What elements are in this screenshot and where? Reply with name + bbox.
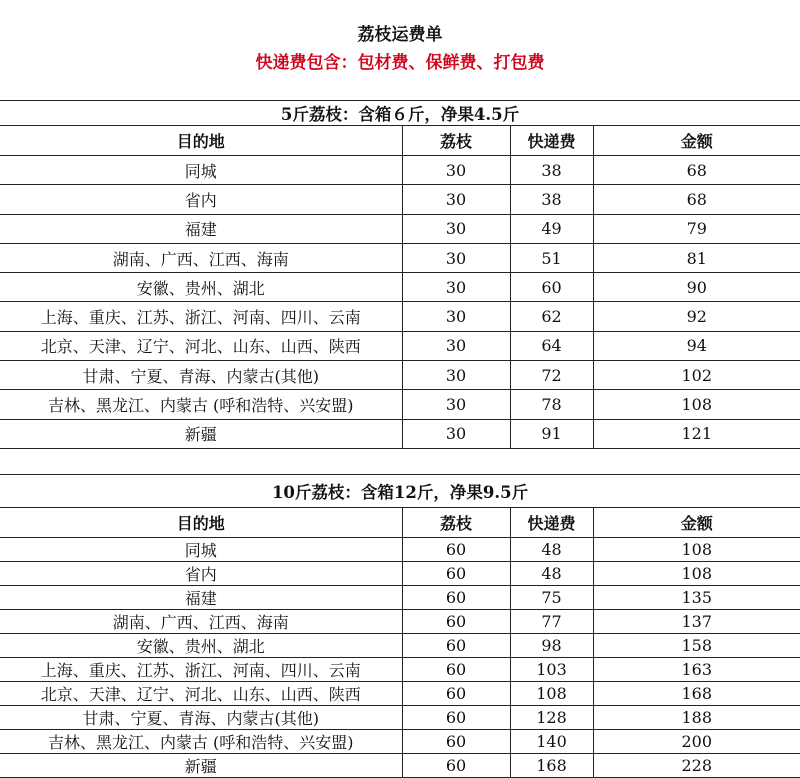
total-cell: 90	[593, 273, 800, 302]
shipping-fee-cell: 128	[510, 706, 593, 730]
table-row	[0, 390, 800, 419]
shipping-fee-cell: 48	[510, 562, 593, 586]
destination-cell: 安徽、贵州、湖北	[0, 634, 402, 658]
destination-cell: 上海、重庆、江苏、浙江、河南、四川、云南	[0, 658, 402, 682]
shipping-fee-cell: 98	[510, 634, 593, 658]
lychee-price-cell: 60	[402, 730, 510, 754]
col-shipping: 快递费	[510, 508, 593, 538]
total-cell: 81	[593, 243, 800, 272]
shipping-fee-cell: 64	[510, 331, 593, 360]
table-caption: 10斤荔枝：含箱12斤，净果9.5斤	[0, 475, 800, 508]
table-row	[0, 361, 800, 390]
total-cell: 108	[593, 538, 800, 562]
lychee-price-cell: 30	[402, 302, 510, 331]
total-cell: 108	[593, 390, 800, 419]
destination-cell: 同城	[0, 538, 402, 562]
shipping-fee-cell: 72	[510, 361, 593, 390]
lychee-price-cell: 30	[402, 390, 510, 419]
shipping-fee-note: 快递费包含：包材费、保鲜费、打包费	[255, 53, 545, 73]
destination-cell: 同城	[0, 156, 402, 185]
rate-table-10jin	[0, 474, 800, 778]
lychee-price-cell: 60	[402, 538, 510, 562]
table-row	[0, 302, 800, 331]
col-shipping: 快递费	[510, 126, 593, 156]
lychee-price-cell: 60	[402, 658, 510, 682]
table-row	[0, 273, 800, 302]
shipping-fee-cell: 91	[510, 419, 593, 448]
total-cell: 200	[593, 730, 800, 754]
table-row	[0, 214, 800, 243]
total-cell: 137	[593, 610, 800, 634]
total-cell: 163	[593, 658, 800, 682]
lychee-price-cell: 30	[402, 361, 510, 390]
table-row	[0, 562, 800, 586]
total-cell: 68	[593, 185, 800, 214]
table-row	[0, 538, 800, 562]
destination-cell: 北京、天津、辽宁、河北、山东、山西、陕西	[0, 331, 402, 360]
table-row	[0, 682, 800, 706]
destination-cell: 福建	[0, 586, 402, 610]
destination-cell: 省内	[0, 562, 402, 586]
total-cell: 92	[593, 302, 800, 331]
total-cell: 94	[593, 331, 800, 360]
total-cell: 68	[593, 156, 800, 185]
total-cell: 158	[593, 634, 800, 658]
total-cell: 228	[593, 754, 800, 778]
lychee-price-cell: 30	[402, 331, 510, 360]
destination-cell: 湖南、广西、江西、海南	[0, 243, 402, 272]
total-cell: 188	[593, 706, 800, 730]
destination-cell: 吉林、黑龙江、内蒙古 (呼和浩特、兴安盟)	[0, 390, 402, 419]
lychee-price-cell: 60	[402, 586, 510, 610]
lychee-price-cell: 30	[402, 243, 510, 272]
shipping-fee-cell: 62	[510, 302, 593, 331]
shipping-fee-cell: 140	[510, 730, 593, 754]
table-row	[0, 331, 800, 360]
table-caption: 5斤荔枝：含箱６斤，净果4.5斤	[0, 101, 800, 126]
table-row	[0, 156, 800, 185]
lychee-price-cell: 30	[402, 214, 510, 243]
table-header-row	[0, 126, 800, 156]
lychee-price-cell: 60	[402, 562, 510, 586]
destination-cell: 福建	[0, 214, 402, 243]
lychee-price-cell: 30	[402, 419, 510, 448]
destination-cell: 湖南、广西、江西、海南	[0, 610, 402, 634]
total-cell: 168	[593, 682, 800, 706]
total-cell: 79	[593, 214, 800, 243]
table-row	[0, 610, 800, 634]
table-row	[0, 706, 800, 730]
shipping-fee-cell: 38	[510, 156, 593, 185]
shipping-fee-cell: 75	[510, 586, 593, 610]
shipping-fee-cell: 60	[510, 273, 593, 302]
lychee-price-cell: 60	[402, 610, 510, 634]
col-destination: 目的地	[0, 508, 402, 538]
table-bottom-edge	[0, 766, 800, 775]
table-header-row	[0, 508, 800, 538]
col-total: 金额	[593, 508, 800, 538]
destination-cell: 新疆	[0, 419, 402, 448]
table-row	[0, 634, 800, 658]
shipping-fee-cell: 48	[510, 538, 593, 562]
col-lychee: 荔枝	[402, 508, 510, 538]
total-cell: 135	[593, 586, 800, 610]
destination-cell: 上海、重庆、江苏、浙江、河南、四川、云南	[0, 302, 402, 331]
shipping-fee-cell: 38	[510, 185, 593, 214]
lychee-price-cell: 60	[402, 682, 510, 706]
destination-cell: 安徽、贵州、湖北	[0, 273, 402, 302]
table-row	[0, 419, 800, 448]
shipping-fee-cell: 77	[510, 610, 593, 634]
shipping-fee-cell: 51	[510, 243, 593, 272]
destination-cell: 省内	[0, 185, 402, 214]
destination-cell: 甘肃、宁夏、青海、内蒙古(其他)	[0, 706, 402, 730]
total-cell: 102	[593, 361, 800, 390]
page-title: 荔枝运费单	[357, 25, 443, 45]
lychee-price-cell: 60	[402, 634, 510, 658]
lychee-price-cell: 60	[402, 754, 510, 778]
destination-cell: 新疆	[0, 754, 402, 778]
table-row	[0, 658, 800, 682]
destination-cell: 甘肃、宁夏、青海、内蒙古(其他)	[0, 361, 402, 390]
lychee-price-cell: 60	[402, 706, 510, 730]
table-row	[0, 730, 800, 754]
col-lychee: 荔枝	[402, 126, 510, 156]
shipping-fee-cell: 78	[510, 390, 593, 419]
total-cell: 108	[593, 562, 800, 586]
col-total: 金额	[593, 126, 800, 156]
table-row	[0, 586, 800, 610]
table-row	[0, 185, 800, 214]
lychee-price-cell: 30	[402, 156, 510, 185]
shipping-fee-cell: 49	[510, 214, 593, 243]
destination-cell: 北京、天津、辽宁、河北、山东、山西、陕西	[0, 682, 402, 706]
shipping-fee-cell: 103	[510, 658, 593, 682]
destination-cell: 吉林、黑龙江、内蒙古 (呼和浩特、兴安盟)	[0, 730, 402, 754]
rate-table-5jin	[0, 100, 800, 449]
col-destination: 目的地	[0, 126, 402, 156]
total-cell: 121	[593, 419, 800, 448]
lychee-price-cell: 30	[402, 185, 510, 214]
lychee-price-cell: 30	[402, 273, 510, 302]
shipping-fee-cell: 108	[510, 682, 593, 706]
shipping-fee-cell: 168	[510, 754, 593, 778]
table-row	[0, 243, 800, 272]
